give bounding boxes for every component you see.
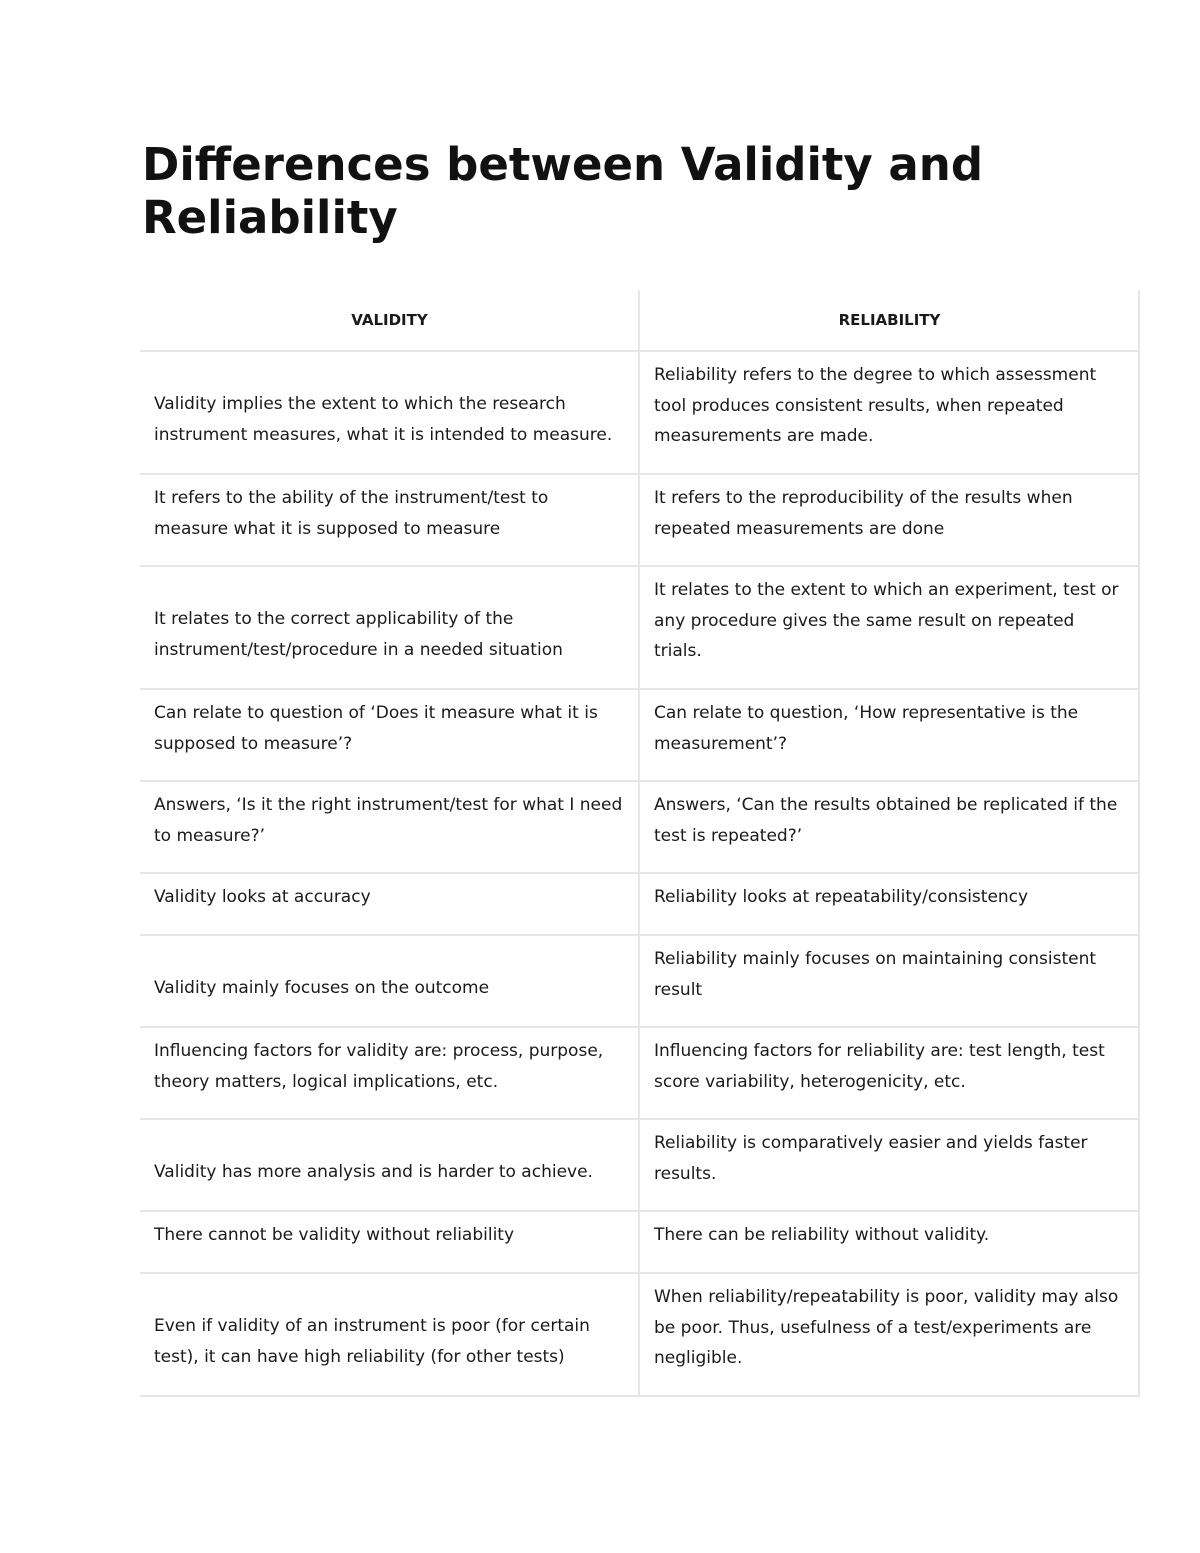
validity-cell: Influencing factors for validity are: process, purpose, theory matters, logical implications, etc. bbox=[140, 1027, 639, 1119]
reliability-cell: It relates to the extent to which an experiment, test or any procedure gives the same result on repeated trials. bbox=[639, 566, 1139, 689]
table-row bbox=[140, 689, 1139, 781]
table-header-row bbox=[140, 290, 1139, 351]
reliability-cell: Answers, ‘Can the results obtained be replicated if the test is repeated?’ bbox=[639, 781, 1139, 873]
table-row bbox=[140, 351, 1139, 474]
reliability-cell: Reliability mainly focuses on maintaining consistent result bbox=[639, 935, 1139, 1027]
reliability-cell: Reliability is comparatively easier and yields faster results. bbox=[639, 1119, 1139, 1211]
validity-cell: Even if validity of an instrument is poor (for certain test), it can have high reliability (for other tests) bbox=[140, 1273, 639, 1396]
validity-cell: It relates to the correct applicability of the instrument/test/procedure in a needed situation bbox=[140, 566, 639, 689]
table-row bbox=[140, 1273, 1139, 1396]
validity-cell: Validity mainly focuses on the outcome bbox=[140, 935, 639, 1027]
table-row bbox=[140, 781, 1139, 873]
reliability-cell: When reliability/repeatability is poor, validity may also be poor. Thus, usefulness of a test/experiments are negligible. bbox=[639, 1273, 1139, 1396]
reliability-cell: Influencing factors for reliability are: test length, test score variability, heterogenicity, etc. bbox=[639, 1027, 1139, 1119]
table-row bbox=[140, 1211, 1139, 1273]
reliability-cell: It refers to the reproducibility of the results when repeated measurements are done bbox=[639, 474, 1139, 566]
comparison-table bbox=[140, 290, 1140, 1397]
table-row bbox=[140, 873, 1139, 935]
validity-cell: It refers to the ability of the instrument/test to measure what it is supposed to measure bbox=[140, 474, 639, 566]
column-header-validity: VALIDITY bbox=[140, 290, 639, 351]
reliability-cell: There can be reliability without validity. bbox=[639, 1211, 1139, 1273]
validity-cell: Validity looks at accuracy bbox=[140, 873, 639, 935]
table-row bbox=[140, 566, 1139, 689]
reliability-cell: Can relate to question, ‘How representative is the measurement’? bbox=[639, 689, 1139, 781]
validity-cell: Can relate to question of ‘Does it measure what it is supposed to measure’? bbox=[140, 689, 639, 781]
table-row bbox=[140, 935, 1139, 1027]
validity-cell: There cannot be validity without reliability bbox=[140, 1211, 639, 1273]
reliability-cell: Reliability refers to the degree to which assessment tool produces consistent results, when repeated measurements are made. bbox=[639, 351, 1139, 474]
page-title: Differences between Validity and Reliability bbox=[142, 138, 984, 244]
table-row bbox=[140, 1119, 1139, 1211]
validity-cell: Validity has more analysis and is harder to achieve. bbox=[140, 1119, 639, 1211]
table-row bbox=[140, 1027, 1139, 1119]
column-header-reliability: RELIABILITY bbox=[639, 290, 1139, 351]
table-row bbox=[140, 474, 1139, 566]
validity-cell: Validity implies the extent to which the research instrument measures, what it is intended to measure. bbox=[140, 351, 639, 474]
reliability-cell: Reliability looks at repeatability/consistency bbox=[639, 873, 1139, 935]
validity-cell: Answers, ‘Is it the right instrument/test for what I need to measure?’ bbox=[140, 781, 639, 873]
